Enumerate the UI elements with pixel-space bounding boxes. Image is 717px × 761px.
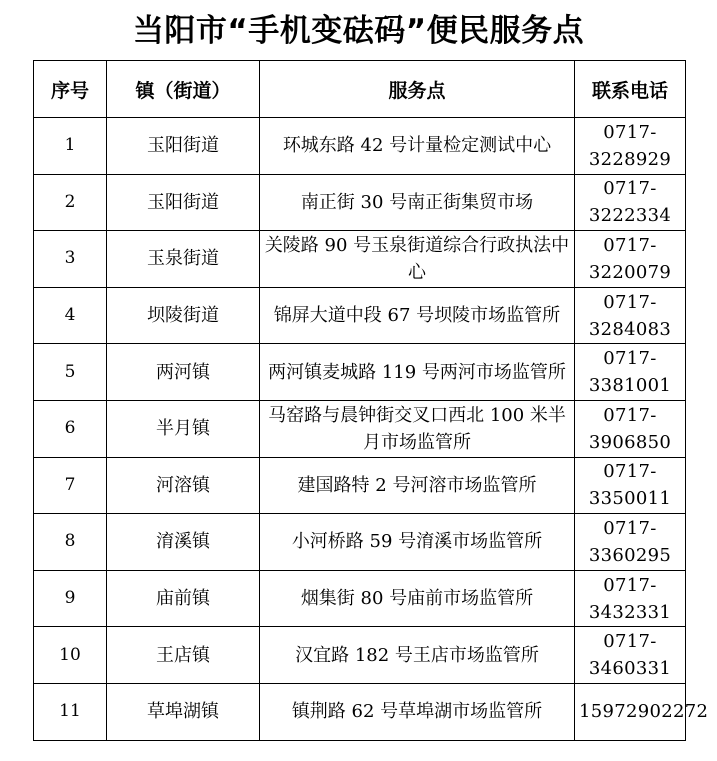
cell-seq: 7 bbox=[34, 457, 107, 514]
cell-phone: 0717-3350011 bbox=[575, 457, 686, 514]
cell-service-point: 关陵路 90 号玉泉街道综合行政执法中心 bbox=[260, 231, 575, 288]
cell-town: 坝陵街道 bbox=[107, 287, 260, 344]
table-header-row bbox=[34, 61, 686, 118]
cell-phone: 0717-3228929 bbox=[575, 118, 686, 175]
table-row bbox=[34, 570, 686, 627]
table-row bbox=[34, 118, 686, 175]
cell-service-point: 环城东路 42 号计量检定测试中心 bbox=[260, 118, 575, 175]
cell-town: 河溶镇 bbox=[107, 457, 260, 514]
table-row bbox=[34, 174, 686, 231]
cell-seq: 3 bbox=[34, 231, 107, 288]
page-title: 当阳市“手机变砝码”便民服务点 bbox=[132, 13, 585, 49]
header-seq: 序号 bbox=[34, 61, 107, 118]
cell-service-point: 南正街 30 号南正街集贸市场 bbox=[260, 174, 575, 231]
cell-service-point: 两河镇麦城路 119 号两河市场监管所 bbox=[260, 344, 575, 401]
cell-service-point: 汉宜路 182 号王店市场监管所 bbox=[260, 627, 575, 684]
cell-town: 半月镇 bbox=[107, 400, 260, 457]
cell-town: 玉阳街道 bbox=[107, 118, 260, 175]
cell-town: 玉阳街道 bbox=[107, 174, 260, 231]
cell-town: 草埠湖镇 bbox=[107, 683, 260, 740]
cell-seq: 11 bbox=[34, 683, 107, 740]
cell-phone: 0717-3222334 bbox=[575, 174, 686, 231]
cell-town: 王店镇 bbox=[107, 627, 260, 684]
cell-seq: 9 bbox=[34, 570, 107, 627]
cell-seq: 8 bbox=[34, 514, 107, 571]
cell-service-point: 烟集街 80 号庙前市场监管所 bbox=[260, 570, 575, 627]
cell-seq: 2 bbox=[34, 174, 107, 231]
service-points-table bbox=[33, 60, 709, 741]
cell-town: 两河镇 bbox=[107, 344, 260, 401]
cell-service-point: 小河桥路 59 号淯溪市场监管所 bbox=[260, 514, 575, 571]
table-row bbox=[34, 514, 686, 571]
cell-seq: 6 bbox=[34, 400, 107, 457]
cell-seq: 4 bbox=[34, 287, 107, 344]
table-row bbox=[34, 400, 686, 457]
table-row bbox=[34, 287, 686, 344]
cell-town: 玉泉街道 bbox=[107, 231, 260, 288]
header-phone: 联系电话 bbox=[575, 61, 686, 118]
cell-phone: 0717-3432331 bbox=[575, 570, 686, 627]
cell-town: 庙前镇 bbox=[107, 570, 260, 627]
table-row bbox=[34, 457, 686, 514]
header-service-point: 服务点 bbox=[260, 61, 575, 118]
cell-service-point: 建国路特 2 号河溶市场监管所 bbox=[260, 457, 575, 514]
header-town: 镇（街道） bbox=[107, 61, 260, 118]
cell-seq: 1 bbox=[34, 118, 107, 175]
cell-phone: 0717-3460331 bbox=[575, 627, 686, 684]
table-row bbox=[34, 231, 686, 288]
cell-phone: 0717-3906850 bbox=[575, 400, 686, 457]
cell-service-point: 马窑路与晨钟街交叉口西北 100 米半月市场监管所 bbox=[260, 400, 575, 457]
cell-phone: 0717-3284083 bbox=[575, 287, 686, 344]
cell-service-point: 锦屏大道中段 67 号坝陵市场监管所 bbox=[260, 287, 575, 344]
table-row bbox=[34, 627, 686, 684]
cell-phone: 15972902272 bbox=[575, 683, 686, 740]
cell-phone: 0717-3360295 bbox=[575, 514, 686, 571]
cell-town: 淯溪镇 bbox=[107, 514, 260, 571]
cell-service-point: 镇荆路 62 号草埠湖市场监管所 bbox=[260, 683, 575, 740]
cell-seq: 5 bbox=[34, 344, 107, 401]
cell-seq: 10 bbox=[34, 627, 107, 684]
cell-phone: 0717-3220079 bbox=[575, 231, 686, 288]
cell-phone: 0717-3381001 bbox=[575, 344, 686, 401]
table-row bbox=[34, 683, 686, 740]
table-row bbox=[34, 344, 686, 401]
